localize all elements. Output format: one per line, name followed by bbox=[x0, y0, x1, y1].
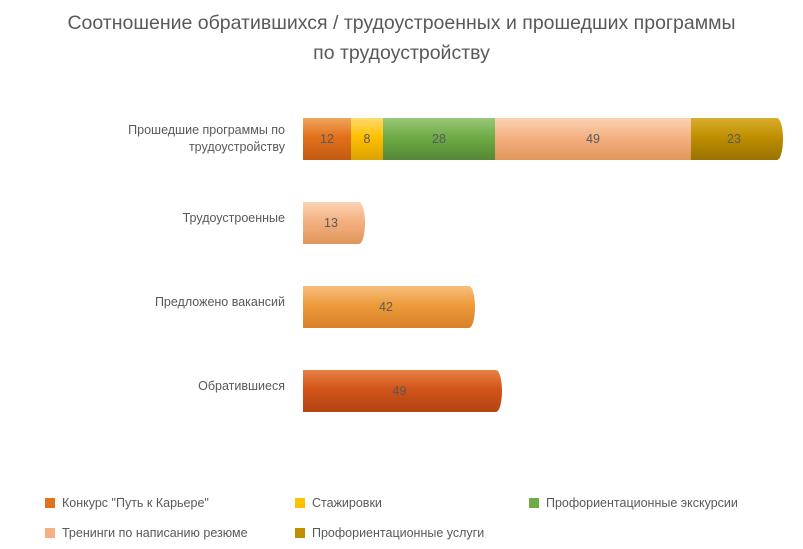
category-label-applied: Обратившиеся bbox=[198, 379, 285, 393]
bars-area bbox=[303, 100, 783, 450]
bar-segment-vacancies[interactable] bbox=[303, 286, 475, 328]
bar-row-vacancies[interactable] bbox=[303, 286, 475, 328]
legend-swatch-icon bbox=[295, 498, 305, 508]
bar-value-label: 8 bbox=[363, 132, 371, 146]
bar-value-label: 49 bbox=[392, 384, 407, 398]
bar-segment-konkurs[interactable] bbox=[303, 118, 357, 160]
category-label-programs: Прошедшие программы по трудоустройству bbox=[128, 123, 285, 154]
bar-segment-trainings-employed[interactable] bbox=[303, 202, 365, 244]
legend-label: Стажировки bbox=[312, 496, 382, 510]
legend-label: Профориентационные услуги bbox=[312, 526, 485, 540]
legend-swatch-icon bbox=[45, 498, 55, 508]
bar-row-employed[interactable] bbox=[303, 202, 365, 244]
bar-value-label: 42 bbox=[379, 300, 393, 314]
bar-value-label: 13 bbox=[324, 216, 338, 230]
bar-segment-excursions[interactable] bbox=[383, 118, 501, 160]
bar-value-label: 12 bbox=[320, 132, 334, 146]
legend-label: Профориентационные экскурсии bbox=[546, 496, 738, 510]
chart-title: Соотношение обратившихся / трудоустроенных и прошедших программы по трудоустройству bbox=[67, 12, 736, 64]
legend-item-proforientation[interactable] bbox=[295, 526, 484, 540]
bar-segment-applied[interactable] bbox=[303, 370, 502, 412]
bar-value-label: 28 bbox=[432, 132, 446, 146]
category-label-vacancies: Предложено вакансий bbox=[154, 295, 285, 309]
bar-segment-proforientation[interactable] bbox=[691, 118, 783, 160]
chart-legend bbox=[0, 482, 803, 544]
legend-swatch-icon bbox=[295, 528, 305, 538]
bar-value-label: 49 bbox=[586, 132, 600, 146]
category-label-employed: Трудоустроенные bbox=[182, 211, 285, 225]
legend-label: Конкурс "Путь к Карьере" bbox=[62, 496, 209, 510]
legend-label: Тренинги по написанию резюме bbox=[62, 526, 248, 540]
plot-area bbox=[0, 100, 803, 450]
legend-item-stazhirovki[interactable] bbox=[295, 496, 382, 510]
legend-item-konkurs[interactable] bbox=[45, 496, 209, 510]
bar-segment-trainings[interactable] bbox=[495, 118, 697, 160]
legend-item-excursions[interactable] bbox=[529, 496, 738, 510]
bar-row-programs[interactable] bbox=[303, 118, 783, 160]
legend-item-trainings[interactable] bbox=[45, 526, 248, 540]
legend-swatch-icon bbox=[45, 528, 55, 538]
bar-row-applied[interactable] bbox=[303, 370, 502, 412]
legend-swatch-icon bbox=[529, 498, 539, 508]
bar-value-label: 23 bbox=[727, 132, 741, 146]
category-axis-labels bbox=[75, 100, 285, 450]
